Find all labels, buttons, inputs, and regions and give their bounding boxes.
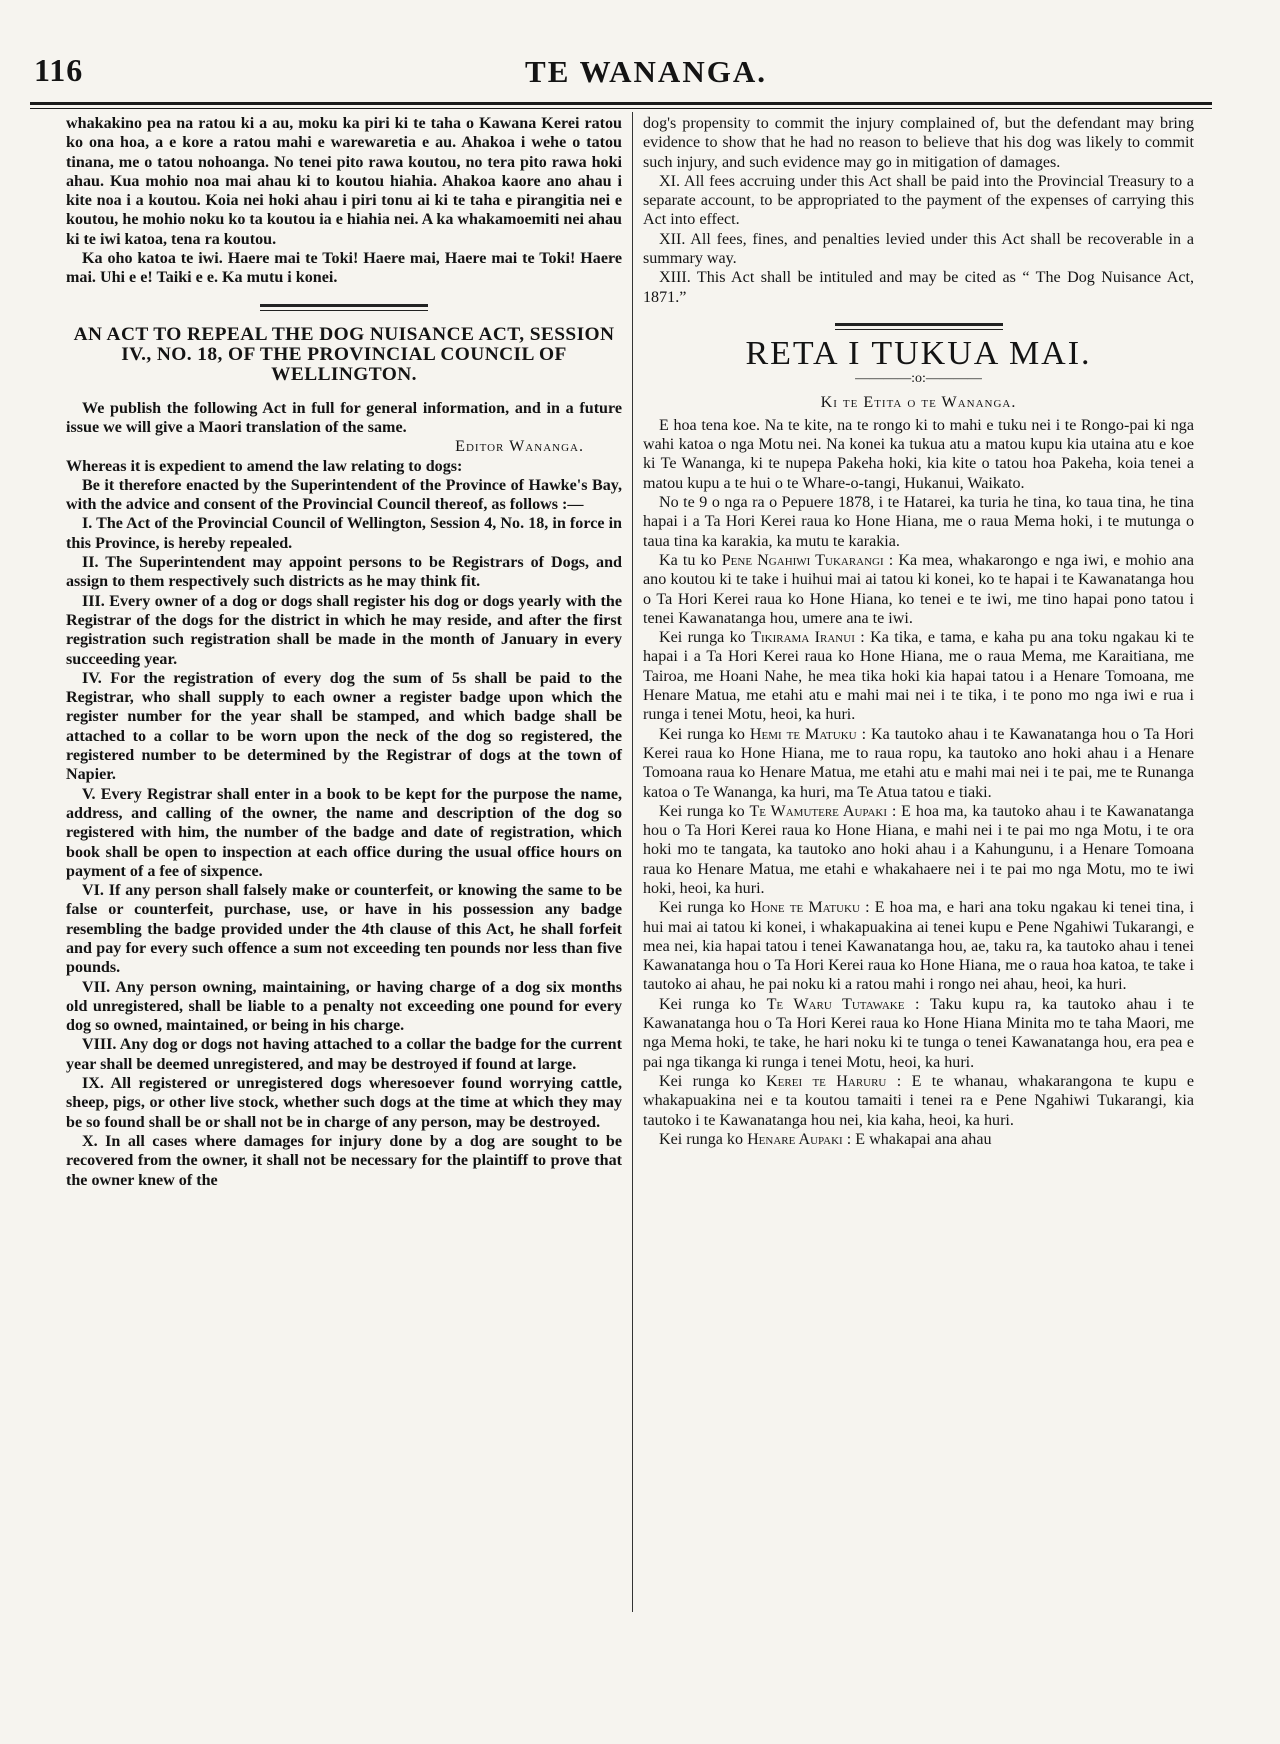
speaker-name: Hemi te Matuku [749, 725, 857, 743]
act-enacted: Be it therefore enacted by the Superintendent of the Province of Hawke's Bay, with the advice and consent of the Provincial Council thereof, as follows :— [66, 476, 622, 514]
speech-paragraph: Kei runga ko Hone te Matuku : E hoa ma, e hari ana toku ngakau ki tenei tina, i hui mai ai tatou ki konei, i whakapuakina ai tenei kupu e Pene Ngahiwi Tukarangi, e mea nei, kia hapai tatou i tenei Kawanatanga hou, ae, taku ra, ka tautoko ahau i tenei Kawanatanga hou o Ta Hori Kerei raua ko Hone Hiana, me o raua hoa katoa, te take i tautoko ai ahau, he pai noku ki a ratou mahi i rongo nei ahau, heoi, ka huri. [643, 899, 1194, 994]
speaker-name: Pene Ngahiwi Tukarangi [721, 551, 884, 569]
speech-paragraph: Kei runga ko Henare Aupaki : E whakapai ana ahau [659, 1130, 992, 1148]
act-section-3: III. Every owner of a dog or dogs shall register his dog or dogs yearly with the Registrar of the dogs for the district in which he may reside, and after the first registration such registration shall be made in the month of January in every succeeding year. [66, 592, 622, 668]
speech-text: E hoa ma, e hari ana toku ngakau ki tenei tina, i hui mai ai tatou ki konei, i whakapuakina ai tenei kupu e Pene Ngahiwi Tukarangi, e mea nei, kia hapai tatou i tenei Kawanatanga hou, ae, taku ra, ka tautoko ahau i tenei Kawanatanga hou o Ta Hori Kerei raua ko Hone Hiana, me o raua hoa katoa, te take i tautoko ai ahau, he pai noku ki a ratou mahi i rongo nei ahau, heoi, ka huri. [643, 899, 1194, 994]
paper-title: TE WANANGA. [525, 54, 767, 89]
speech-text: Ka tautoko ahau i te Kawanatanga hou o Ta Hori Kerei raua ko Hone Hiana, me to raua ropu, ka tautoko ano hoki ahau i a Henare Tomoana raua ko Henare Matua, me etahi atu e mahi mai nei i te pai, me te Runanga katoa o Te Wananga, ka huri, ma Te Atua tatou e tiaki. [643, 725, 1194, 801]
page-number: 116 [34, 52, 84, 88]
speech-text: Taku kupu ra, ka tautoko ahau i te Kawanatanga hou o Ta Hori Kerei raua ko Hone Hiana Minita mo te taha Maori, me nga Mema hoki, te take, he hari noku ki te tunga o tenei Kawanatanga hou, era pea e pai nga tikanga ki runga i tenei Motu, heoi, ka huri. [643, 995, 1194, 1071]
speech-paragraph: Kei runga ko Te Wamutere Aupaki : E hoa ma, ka tautoko ahau i te Kawanatanga hou o Ta Hori Kerei raua ko Hone Hiana, e mahi nei i te pai mo nga Motu, i te ora hoki mo te tangata, ka tautoko ano hoki ahau i a Kahungunu, i a Henare Tomoana raua ko Henare Matua, me etahi e whakahaere nei i te pai mo nga Motu, mo te iwi hoki, heoi, ka huri. [643, 802, 1194, 897]
act-title: AN ACT TO REPEAL THE DOG NUISANCE ACT, SESSION IV., NO. 18, OF THE PROVINCIAL COUNCIL OF WELLINGTON. [73, 323, 615, 385]
act-continuation: dog's propensity to commit the injury complained of, but the defendant may bring evidence to show that he had no reason to believe that his dog was likely to commit such injury, and such evidence may go in mitigation of damages. [643, 115, 1194, 171]
speech-prefix: Kei runga ko [659, 725, 745, 743]
section-rule [835, 323, 1003, 330]
act-section-12: XII. All fees, fines, and penalties levied under this Act shall be recoverable in a summary way. [643, 230, 1194, 268]
speech-paragraph: Kei runga ko Tikirama Iranui : Ka tika, e tama, e kaha pu ana toku ngakau ki te hapai i a Ta Hori Kerei raua ko Hone Hiana, me o raua Mema, me Karaitiana, me Tairoa, me Hoani Nahe, he mea tika hoki kia hapai tatou i a Henare Tomoana, me Henare Matua, me etahi atu e mahi mai nei i te tika, i te pono mo nga iwi e rua i runga i tenei Motu, heoi, ka huri. [643, 629, 1194, 724]
left-column [66, 114, 622, 1190]
maori-paragraph: Ka oho katoa te iwi. Haere mai te Toki! Haere mai, Haere mai te Toki! Haere mai. Uhi e e! Taiki e e. Ka mutu i konei. [66, 250, 622, 287]
section-rule [260, 304, 428, 311]
speech-paragraph: Ka tu ko Pene Ngahiwi Tukarangi : Ka mea, whakarongo e nga iwi, e mohio ana ano koutou ki te take i huihui mai ai tatou ki konei, ko te hapai i te Kawanatanga hou o Ta Hori Kerei raua ko Hone Hiana, ko tenei e te iwi, me tino hapai pono tatou i tenei Kawanatanga hou, umere ana te iwi. [643, 551, 1194, 627]
column-divider [632, 112, 633, 1612]
speaker-name: Hone te Matuku [750, 899, 860, 917]
speaker-name: Kerei te Haruru [766, 1072, 887, 1090]
act-intro: We publish the following Act in full for general information, and in a future issue we will give a Maori translation of the same. [66, 399, 622, 436]
speech-text: E te whanau, whakarangona te kupu e whakapuakina nei e ta koutou tamaiti i tenei ra e Pene Ngahiwi Tukarangi, kia tautoko i te Kawanatanga hou nei, kia kaha, heoi, ka huri. [643, 1072, 1194, 1129]
editor-signature: Editor Wananga. [455, 438, 584, 456]
speaker-name: Tikirama Iranui [751, 629, 855, 647]
speech-prefix: Kei runga ko [659, 1072, 756, 1090]
speech-text: Ka tika, e tama, e kaha pu ana toku ngakau ki te hapai i a Ta Hori Kerei raua ko Hone Hiana, me o raua Mema, me Karaitiana, me Tairoa, me Hoani Nahe, he mea tika hoki kia hapai tatou i a Henare Tomoana, me Henare Matua, me etahi atu e mahi mai nei i te tika, i te pono mo nga iwi e rua i runga i tenei Motu, heoi, ka huri. [643, 629, 1194, 724]
act-section-11: XI. All fees accruing under this Act shall be paid into the Provincial Treasury to a separate account, to be appropriated to the payment of the expenses of carrying this Act into effect. [643, 172, 1194, 229]
act-section-10: X. In all cases where damages for injury done by a dog are sought to be recovered from the owner, it shall not be necessary for the plaintiff to prove that the owner knew of the [66, 1132, 622, 1189]
letter-paragraph: E hoa tena koe. Na te kite, na te rongo ki to mahi e tuku nei i te Rongo-pai ki nga wahi katoa o nga Motu nei. Na konei ka tukua atu a matou kupu kia utaina atu e koe ki Te Wananga, ki te nupepa Pakeha hoki, kia kite o tatou hoa Pakeha, koia tenei a matou kupu a te hui o te Whare-o-tangi, Hukanui, Waikato. [643, 416, 1194, 492]
act-section-8: VIII. Any dog or dogs not having attached to a collar the badge for the current year shall be deemed unregistered, and may be destroyed if found at large. [66, 1036, 622, 1073]
speech-prefix: Ka tu ko [659, 551, 717, 569]
speech-paragraph: Kei runga ko Kerei te Haruru : E te whanau, whakarangona te kupu e whakapuakina nei e ta koutou tamaiti i tenei ra e Pene Ngahiwi Tukarangi, kia tautoko i te Kawanatanga hou nei, kia kaha, heoi, ka huri. [643, 1072, 1194, 1129]
speech-paragraph: Kei runga ko Te Waru Tutawake : Taku kupu ra, ka tautoko ahau i te Kawanatanga hou o Ta Hori Kerei raua ko Hone Hiana Minita mo te taha Maori, me nga Mema hoki, te take, he hari noku ki te tunga o tenei Kawanatanga hou, era pea e pai nga tikanga ki runga i tenei Motu, heoi, ka huri. [643, 995, 1194, 1071]
act-section-6: VI. If any person shall falsely make or counterfeit, or knowing the same to be false or counterfeit, purchase, use, or have in his possession any badge resembling the badge provided under the 4th clause of this Act, he shall forfeit and pay for every such offence a sum not exceeding ten pounds nor less than five pounds. [66, 882, 622, 977]
speaker-name: Henare Aupaki [747, 1130, 843, 1148]
masthead [30, 52, 1212, 102]
act-whereas: Whereas it is expedient to amend the law relating to dogs: [66, 457, 463, 475]
speaker-name: Te Waru Tutawake [766, 995, 905, 1013]
speech-prefix: Kei runga ko [659, 899, 746, 917]
maori-paragraph: whakakino pea na ratou ki a au, moku ka piri ki te taha o Kawana Kerei ratou ko ona hoa, a e kore a ratou mahi e warewaretia e au. Ahakoa i wehe o tatou tinana, me o tatou nohoanga. No tenei pito rawa koutou, no tera pito rawa hoki ahau. Kua mohio noa mai ahau ki to koutou hiahia. Ahakoa kaore ano ahau i kite noa i a koutou. Koia nei hoki ahau i piri tonu ai ki te taha e pirangitia nei e koutou, he mohio noku ko ta koutou ia e hiahia nei. A ka whakamoemiti nei ahau ki te iwi katoa, tena ra koutou. [66, 115, 622, 248]
speech-prefix: Kei runga ko [659, 802, 745, 820]
act-section-7: VII. Any person owning, maintaining, or having charge of a dog six months old unregistered, shall be liable to a penalty not exceeding one pound for every dog so owned, maintained, or being in his charge. [66, 978, 622, 1035]
speech-prefix: Kei runga ko [659, 629, 746, 647]
letters-subtitle: Ki te Etita o te Wananga. [820, 393, 1017, 411]
act-section-2: II. The Superintendent may appoint persons to be Registrars of Dogs, and assign to them respectively such districts as he may think fit. [66, 554, 622, 591]
speaker-name: Te Wamutere Aupaki [749, 802, 888, 820]
speech-text: Ka mea, whakarongo e nga iwi, e mohio ana ano koutou ki te take i huihui mai ai tatou ki konei, ko te hapai i te Kawanatanga hou o Ta Hori Kerei raua ko Hone Hiana, ko tenei e te iwi, me tino hapai pono tatou i tenei Kawanatanga hou, umere ana te iwi. [643, 551, 1194, 627]
letter-paragraph: No te 9 o nga ra o Pepuere 1878, i te Hatarei, ka turia he tina, ko taua tina, he tina hapai i a Ta Hori Kerei raua ko Hone Hiana, me o raua Mema hoki, i te mutunga o taua tina ka karakia, ka mutu te karakia. [643, 494, 1194, 550]
act-section-9: IX. All registered or unregistered dogs wheresoever found worrying cattle, sheep, pigs, or other live stock, whether such dogs at the time at which they may be so found shall be or shall not be in charge of any person, may be destroyed. [66, 1075, 622, 1131]
speech-prefix: Kei runga ko [659, 995, 757, 1013]
masthead-rule [30, 102, 1212, 109]
speech-text: E hoa ma, ka tautoko ahau i te Kawanatanga hou o Ta Hori Kerei raua ko Hone Hiana, e mahi nei i te pai mo nga Motu, i te ora hoki mo te tangata, ka tautoko ano hoki ahau i a Kahungunu, i a Henare Tomoana raua ko Henare Matua, me etahi e whakahaere nei i te pai mo nga Motu, mo te iwi hoki, heoi, ka huri. [643, 802, 1194, 897]
right-column [643, 114, 1194, 1149]
speech-paragraph: Kei runga ko Hemi te Matuku : Ka tautoko ahau i te Kawanatanga hou o Ta Hori Kerei raua ko Hone Hiana, me to raua ropu, ka tautoko ano hoki ahau i a Henare Tomoana raua ko Henare Matua, me etahi atu e mahi mai nei i te pai, me te Runanga katoa o Te Wananga, ka huri, ma Te Atua tatou e tiaki. [643, 725, 1194, 801]
speech-prefix: Kei runga ko [659, 1130, 744, 1148]
speech-text: E whakapai ana ahau [855, 1130, 992, 1148]
divider-mark: ————:o:———— [855, 371, 982, 387]
act-section-1: I. The Act of the Provincial Council of Wellington, Session 4, No. 18, in force in this Province, is hereby repealed. [66, 515, 622, 552]
letters-title: RETA I TUKUA MAI. [745, 334, 1092, 372]
act-section-13: XIII. This Act shall be intituled and may be cited as “ The Dog Nuisance Act, 1871.” [643, 269, 1194, 306]
act-section-5: V. Every Registrar shall enter in a book to be kept for the purpose the name, address, and calling of the owner, the name and description of the dog so registered with him, the number of the badge and date of registration, which book shall be open to inspection at each office during the usual office hours on payment of a fee of sixpence. [66, 785, 622, 880]
act-section-4: IV. For the registration of every dog the sum of 5s shall be paid to the Registrar, who shall supply to each owner a register badge upon which the register number for the year shall be stamped, and which badge shall be attached to a collar to be worn upon the neck of the dog so registered, the registered number to be determined by the Registrar of dogs at the town of Napier. [66, 669, 622, 784]
